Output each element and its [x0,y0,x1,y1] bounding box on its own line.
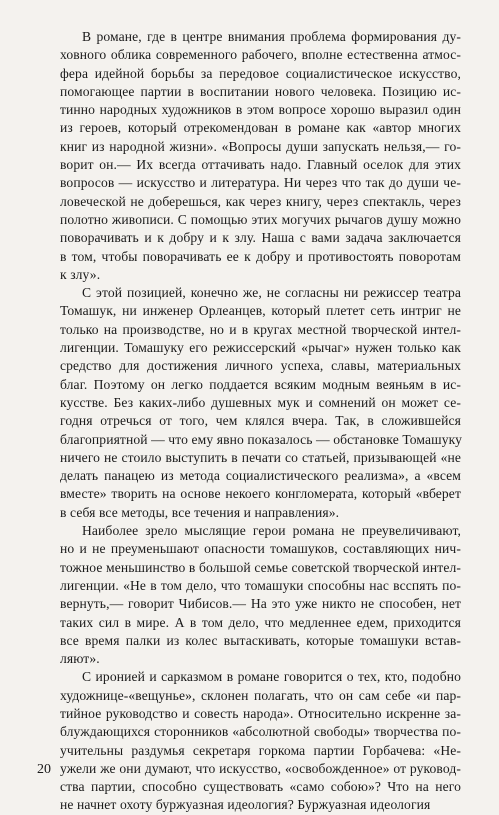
text-line: лигенции. Томашуку его режиссерский «рычаг» нужен только как [60,340,461,356]
text-line: средство для достижения личного успеха, славы, материальных [60,358,461,374]
text-line: годня отречься от того, чем клялся вчера. Так, в сложившейся [60,413,461,429]
text-line: ворит он.— Их всегда оттачивать надо. Главный оселок для этих [60,157,461,173]
paragraph [60,522,461,668]
text-line: В романе, где в центре внимания проблема формирования ду- [82,29,461,44]
text-line: в себя все методы, все течения и направления». [60,504,340,520]
text-line: вместе» творить на основе некоего конгломерата, который «вберет [60,486,461,502]
text-line: фера идейной борьбы за передовое социалистическое искусство, [60,65,461,81]
text-line: блуждающихся сторонников «абсолютной свободы» творчества по- [60,724,461,740]
text-line: С иронией и сарказмом в романе говорится о тех, кто, подобно [82,669,461,685]
text-line: Томашук, ни инженер Орлеанцев, который плетет сеть интриг не [60,303,461,319]
text-line: ляют». [60,651,100,667]
text-line: тинно народных художников в этом вопросе хорошо выразил один [60,102,461,118]
text-line: лигенции. «Не в том дело, что томашуки способны нас всспять по- [60,577,461,593]
body-text [60,28,461,815]
text-line: помогающее партии в воспитании нового человека. Позицию ис- [60,83,461,99]
text-line: тожное меньшинство в большой семье советской творческой интел- [60,559,461,575]
text-line: не начнет охоту буржуазная идеология? Буржуазная идеология [60,797,431,813]
paragraph [60,668,461,814]
text-line: С этой позицией, конечно же, не согласны ни режиссер театра [82,285,461,301]
text-line: только на производстве, но и в кругах местной творческой интел- [60,321,461,337]
text-line: из героев, который отрекомендован в романе как «автор многих [60,120,461,136]
text-line: благ. Поэтому он легко поддается всяким модным веяньям в ис- [60,376,461,392]
text-line: книг из народной жизни». «Вопросы души запускать нельзя,— го- [60,138,461,154]
text-line: ства партии, способно существовать «само собою»? Что на него [60,779,461,795]
text-line: вернуть,— говорит Чибисов.— На это уже никто не способен, нет [60,596,461,612]
paragraph [60,28,461,284]
text-line: в том, чтобы поворачивать ее к добру и противостоять поворотам [60,248,461,264]
text-line: делать панацею из метода социалистического реализма», а «всем [60,468,461,484]
paragraph [60,284,461,522]
text-line: таких сил в мире. А в том дело, что медленнее едем, приходится [60,614,461,630]
page-number: 20 [37,762,51,777]
text-line: благоприятной — что ему явно показалось — обстановке Томашуку [60,431,463,447]
text-line: ужели же они думают, что искусство, «освобожденное» от руковод- [60,760,461,776]
text-line: но и не преуменьшают опасности томашуков, составляющих нич- [60,541,461,557]
text-line: художнице-«вещунье», склонен полагать, что он сам себе «и пар- [60,687,461,703]
text-line: ничего не стоило выступить в печати со статьей, призывающей «не [60,449,461,465]
text-line: тийное руководство и совесть народа». Относительно искренне за- [60,705,461,721]
text-line: вопросов — искусство и литература. Ни через что так до души че- [60,175,461,191]
text-line: Наиболее зрело мыслящие герои романа не преувеличивают, [82,523,461,539]
text-line: ховного облика современного рабочего, вполне естественна атмос- [60,47,461,63]
text-line: к злу». [60,266,101,282]
text-line: полотно живописи. С помощью этих могучих рычагов душу можно [60,211,461,227]
text-line: кусстве. Без каких-либо душевных мук и сомнений он может се- [60,394,461,410]
text-line: поворачивать и к добру и к злу. Наша с вами задача заключается [60,230,461,246]
text-line: учительны раздумья секретаря горкома партии Горбачева: «Не- [60,742,461,758]
text-line: все время палки из колес вытаскивать, которые томашуки встав- [60,632,461,648]
text-line: ловеческой не доберешься, как через книгу, через спектакль, через [60,193,461,209]
